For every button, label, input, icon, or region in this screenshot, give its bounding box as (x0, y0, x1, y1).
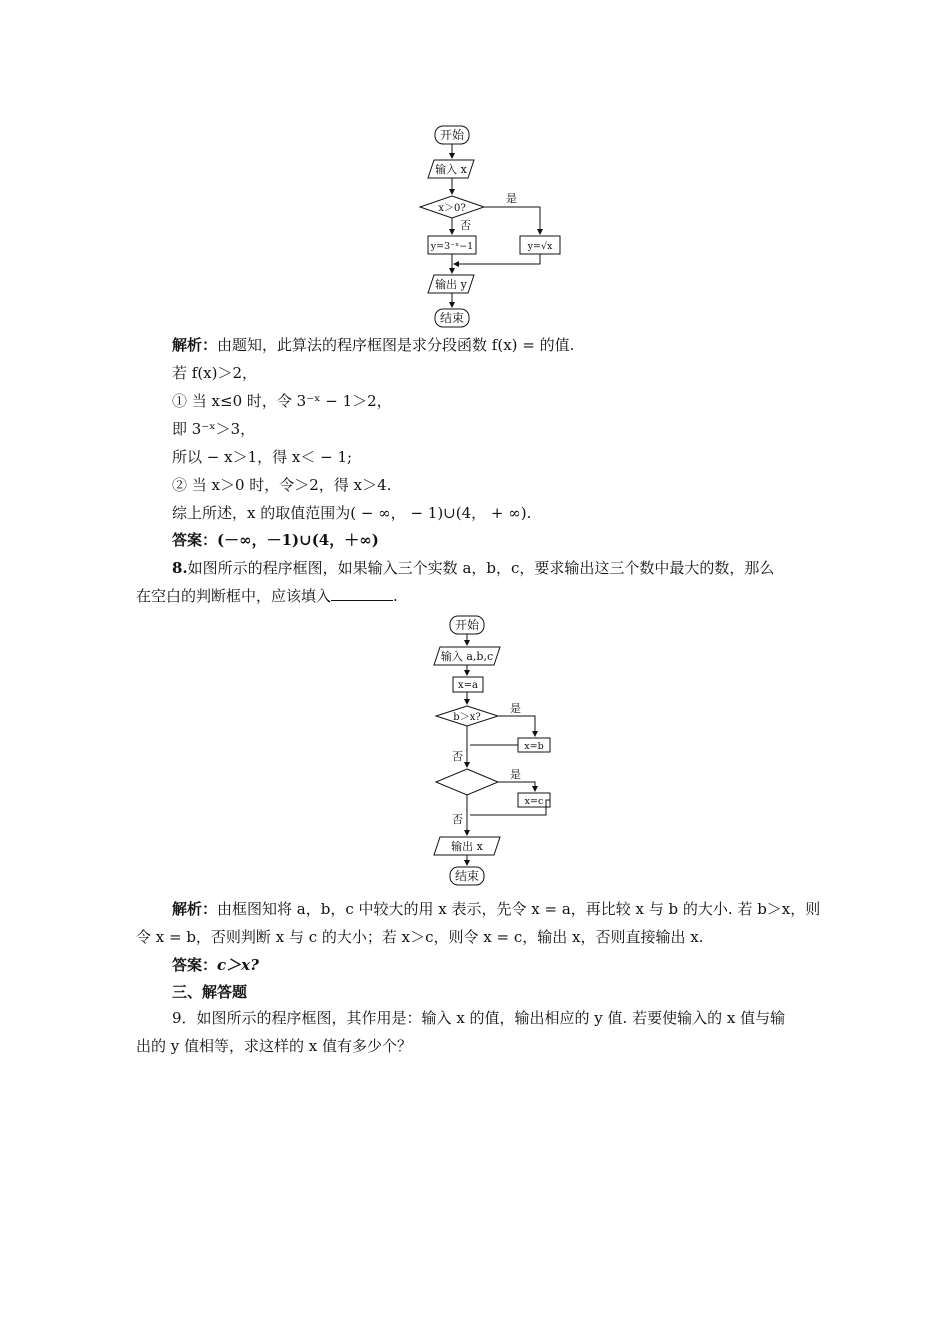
fc2-yes1-label: 是 (510, 702, 521, 715)
problem9-line-2: 出的 y 值相等，求这样的 x 值有多少个？ (136, 1037, 413, 1055)
solution8-line-1: 解析：由框图知将 a，b，c 中较大的用 x 表示，先令 x = a，再比较 x 与 b 的大小. 若 b＞x，则 (172, 900, 821, 918)
fc2-decision1-text: b＞x? (453, 712, 481, 723)
answer-value: (－∞，－1)∪(4，＋∞) (217, 531, 379, 549)
problem8-line-2: 在空白的判断框中，应该填入 . (136, 587, 398, 605)
answer-blank (331, 586, 393, 601)
decision-diamond-2 (436, 769, 498, 795)
fc2-start-text: 开始 (454, 618, 480, 632)
fc2-yes2-label: 是 (510, 768, 521, 781)
solution8-label: 解析： (172, 900, 218, 918)
fc1-end-text: 结束 (439, 311, 465, 325)
fc2-end-text: 结束 (454, 869, 480, 883)
fc1-no-label: 否 (460, 219, 471, 232)
solution7-line-1: 解析：由题知，此算法的程序框图是求分段函数 f(x) = 的值. (172, 336, 575, 354)
fc1-start-text: 开始 (439, 128, 465, 142)
problem9-line-1: 9．如图所示的程序框图，其作用是：输入 x 的值，输出相应的 y 值. 若要使输入的 x 值与输 (172, 1009, 786, 1027)
solution7-line-5: 所以 − x＞1，得 x＜ − 1; (172, 448, 353, 466)
fc1-decision-text: x＞0? (438, 203, 466, 214)
fc2-output-text: 输出 x (451, 840, 483, 853)
fc1-output-text: 输出 y (435, 278, 467, 291)
solution7-answer (172, 530, 379, 550)
problem8-line-1: 8.如图所示的程序框图，如果输入三个实数 a，b，c，要求输出这三个数中最大的数，那么 (172, 559, 775, 577)
answer-value-2: c＞x? (217, 956, 259, 974)
fc1-yes-label: 是 (506, 192, 517, 205)
fc2-box2-text: x=c (524, 796, 544, 807)
answer-label: 答案： (172, 531, 218, 549)
solution7-line-3: ① 当 x≤0 时，令 3⁻ˣ − 1＞2， (172, 392, 392, 410)
fc1-box-right-text: y=√x (527, 241, 553, 252)
fc1-box-left-text: y=3⁻ˣ−1 (430, 241, 474, 252)
fc2-box1-text: x=b (524, 741, 544, 752)
fc2-no2-label: 否 (452, 813, 463, 826)
answer-label-2: 答案： (172, 956, 218, 974)
solution7-label: 解析： (172, 336, 218, 354)
fc2-input-text: 输入 a,b,c (440, 650, 494, 663)
fc2-assign-text: x=a (458, 680, 478, 691)
flowchart-1 (410, 120, 570, 330)
solution8-answer (172, 955, 259, 975)
flowchart-2 (410, 610, 570, 890)
section-title: 三、解答题 (172, 983, 248, 1001)
solution7-line-4: 即 3⁻ˣ＞3， (172, 420, 256, 438)
fc2-no1-label: 否 (452, 750, 463, 763)
fc1-input-text: 输入 x (435, 163, 467, 176)
solution7-line-2: 若 f(x)＞2， (172, 364, 258, 382)
solution7-line-6: ② 当 x＞0 时，令＞2，得 x＞4. (172, 476, 392, 494)
solution8-line-2: 令 x = b，否则判断 x 与 c 的大小；若 x＞c，则令 x = c，输出 x，否则直接输出 x. (136, 928, 704, 946)
problem8-number: 8. (172, 559, 188, 577)
solution7-line-7: 综上所述，x 的取值范围为( − ∞， − 1)∪(4， + ∞). (172, 504, 532, 522)
